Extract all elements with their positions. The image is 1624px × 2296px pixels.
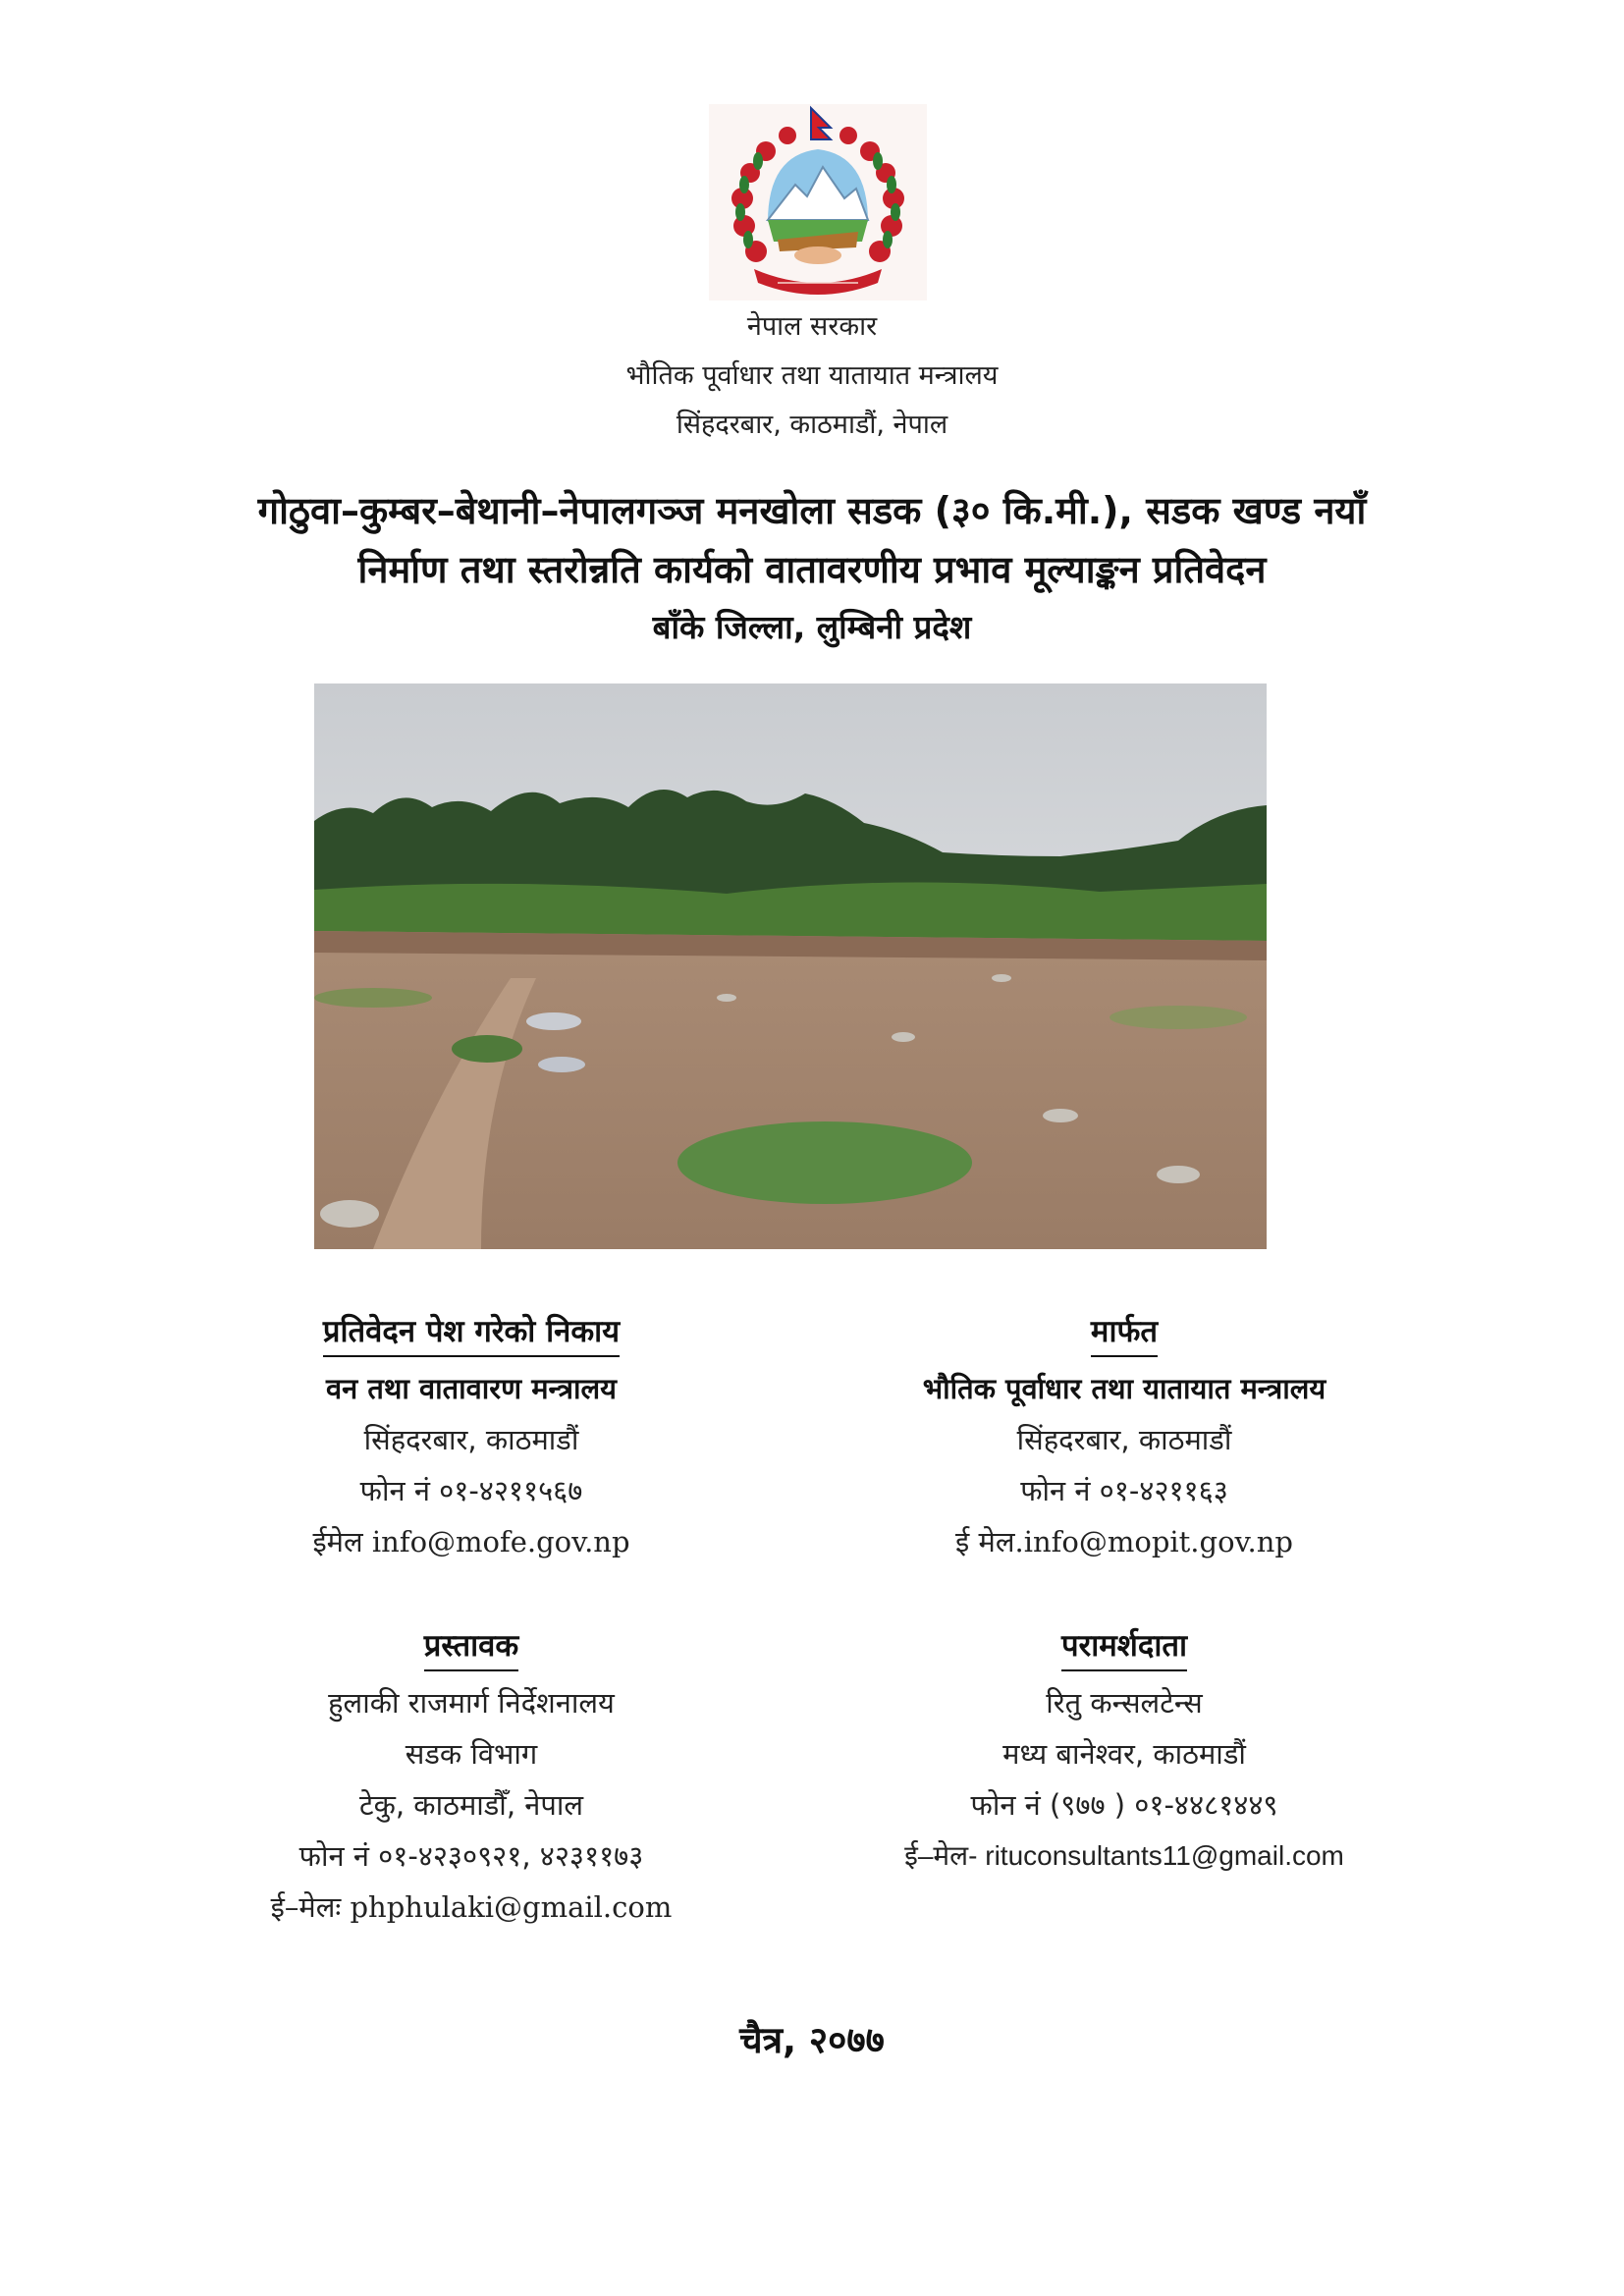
nepal-government-emblem-icon (709, 104, 927, 301)
proponent-dept: सडक विभाग (405, 1737, 538, 1771)
submitted-to-address: सिंहदरबार, काठमाडौं (363, 1423, 579, 1456)
proponent-address: टेकु, काठमाडौँ, नेपाल (358, 1788, 583, 1822)
submitted-to-heading: प्रतिवेदन पेश गरेको निकाय (323, 1310, 620, 1357)
consultant-heading: परामर्शदाता (1061, 1624, 1187, 1671)
through-phone: फोन नं ०१-४२११६३ (1020, 1474, 1228, 1507)
proponent-heading: प्रस्तावक (424, 1624, 518, 1671)
consultant-phone: फोन नं (९७७ ) ०१-४४८१४४९ (970, 1788, 1278, 1822)
government-header (0, 302, 1624, 450)
consultant-org: रितु कन्सलटेन्स (1046, 1686, 1203, 1720)
title-line-2: निर्माण तथा स्तरोन्नति कार्यको वातावरणीय प्रभाव मूल्याङ्कन प्रतिवेदन (357, 548, 1267, 591)
through-heading: मार्फत (1091, 1310, 1158, 1357)
through-address: सिंहदरबार, काठमाडौं (1016, 1423, 1232, 1456)
riverbed-landscape-photo-icon (314, 683, 1267, 1249)
government-name: नेपाल सरकार (746, 311, 878, 342)
ministry-address: सिंहदरबार, काठमाडौं, नेपाल (676, 410, 948, 440)
consultant-section (835, 1624, 1414, 1882)
through-org: भौतिक पूर्वाधार तथा यातायात मन्त्रालय (922, 1372, 1326, 1405)
report-date: चैत्र, २०७७ (739, 2019, 885, 2061)
consultant-address: मध्य बानेश्वर, काठमाडौं (1002, 1737, 1246, 1771)
proponent-org: हुलाकी राजमार्ग निर्देशनालय (328, 1686, 615, 1720)
title-line-1: गोठुवा–कुम्बर–बेथानी–नेपालगञ्ज मनखोला सडक (३० कि.मी.), सडक खण्ड नयाँ (257, 489, 1367, 532)
proponent-email: ई–मेलः phphulaki@gmail.com (270, 1890, 673, 1924)
proponent-section (216, 1624, 727, 1933)
submitted-to-section (216, 1310, 727, 1567)
through-email: ई मेल.info@mopit.gov.np (955, 1525, 1293, 1558)
submitted-to-email: ईमेल info@mofe.gov.np (312, 1525, 630, 1558)
submitted-to-org: वन तथा वातावारण मन्त्रालय (326, 1372, 617, 1405)
consultant-email: ई–मेल- rituconsultants11@gmail.com (904, 1840, 1344, 1871)
proponent-phone: फोन नं ०१-४२३०९२१, ४२३११७३ (298, 1839, 644, 1873)
submitted-to-phone: फोन नं ०१-४२११५६७ (359, 1474, 583, 1507)
through-section (835, 1310, 1414, 1567)
title-location: बाँके जिल्ला, लुम्बिनी प्रदेश (652, 608, 972, 646)
report-title (0, 481, 1624, 656)
ministry-name: भौतिक पूर्वाधार तथा यातायात मन्त्रालय (625, 360, 999, 391)
